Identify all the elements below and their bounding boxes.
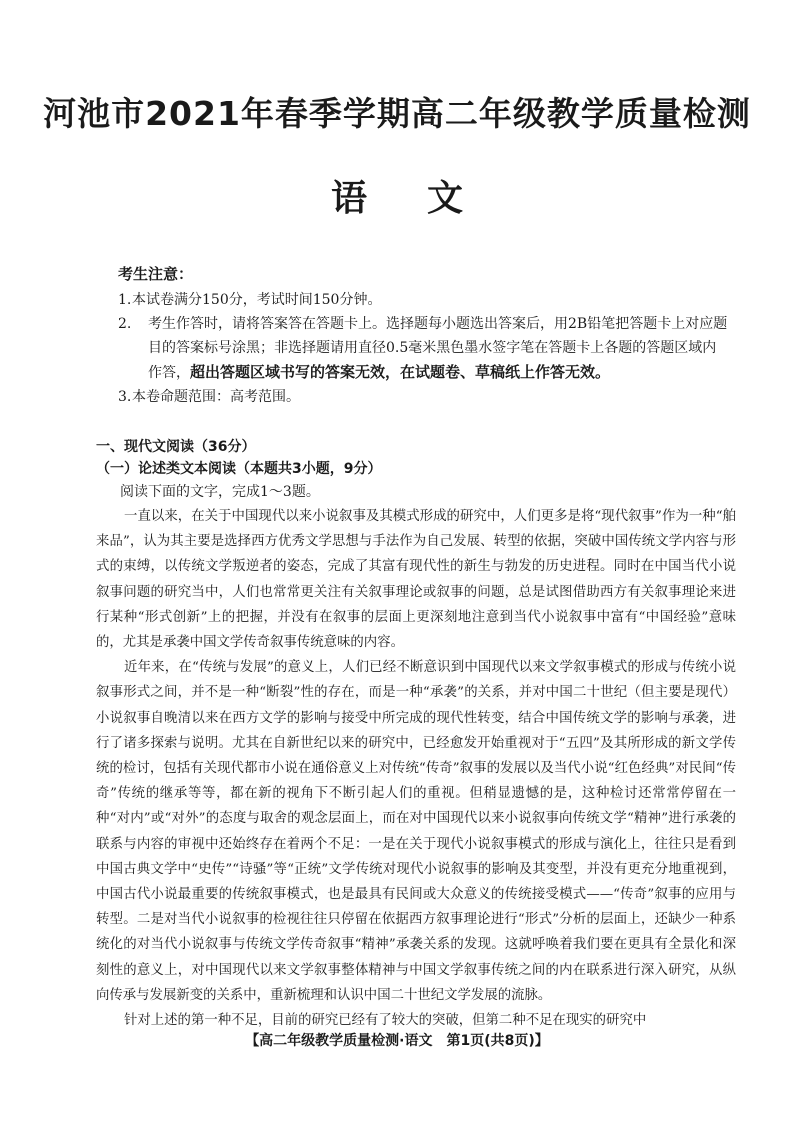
notice-item — [118, 288, 728, 312]
notice-item — [118, 312, 728, 385]
candidate-notice — [118, 262, 728, 409]
notice-item-number: 2. — [118, 316, 132, 332]
notice-item-text: 本卷命题范围：高考范围。 — [132, 389, 300, 405]
notice-item-number: 3. — [118, 389, 132, 405]
exam-title: 河池市2021年春季学期高二年级教学质量检测 — [43, 94, 751, 133]
page-footer: 【高二年级教学质量检测·语文 第1页(共8页)】 — [245, 1033, 549, 1049]
passage-paragraph: 近年来，在“传统与发展”的意义上，人们已经不断意识到中国现代以来文学叙事模式的形成与传统小说叙事形式之间，并不是一种“断裂”性的存在，而是一种“承袭”的关系，并对中国二十世纪（但主要是现代）小说叙事自晚清以来在西方文学的影响与接受中所完成的现代性转变，结合中国传统文学的影响与承袭，进行了诸多探索与说明。尤其在自新世纪以来的研究中，已经愈发开始重视对于“五四”及其所形成的新文学传统的检讨，包括有关现代都市小说在通俗意义上对传统“传奇”叙事的发展以及当代小说“红色经典”对民间“传奇”传统的继承等等，都在新的视角下不断引起人们的重视。但稍显遗憾的是，这种检讨还常常停留在一种“对内”或“对外”的态度与取舍的观念层面上，而在对中国现代以来小说叙事向传统文学“精神”进行承袭的联系与内容的审视中还始终存在着两个不足：一是在关于现代小说叙事模式的形成与演化上，往往只是看到中国古典文学中“史传”“诗骚”等“正统”文学传统对现代小说叙事的影响及其变型，并没有更充分地重视到，中国古代小说最重要的传统叙事模式，也是最具有民间或大众意义的传统接受模式——“传奇”叙事的应用与转型。二是对当代小说叙事的检视往往只停留在依据西方叙事理论进行“形式”分析的层面上，还缺少一种系统化的对当代小说叙事与传统文学传奇叙事“精神”承袭关系的发现。这就呼唤着我们要在更具有全景化和深刻性的意义上，对中国现代以来文学叙事整体精神与中国文学叙事传统之间的内在联系进行深入研究，从纵向传承与发展新变的关系中，重新梳理和认识中国二十世纪文学发展的流脉。 — [96, 660, 736, 1003]
notice-item-text: 本试卷满分150分，考试时间150分钟。 — [132, 292, 382, 308]
reading-instruction: 阅读下面的文字，完成1～3题。 — [120, 484, 320, 500]
notice-item — [118, 385, 728, 409]
notice-item-number: 1. — [118, 292, 132, 308]
subject-title: 语文 — [330, 178, 523, 219]
notice-item-emphasis: 超出答题区域书写的答案无效，在试题卷、草稿纸上作答无效。 — [190, 363, 611, 381]
section-heading: 一、现代文阅读（36分） — [96, 439, 256, 455]
passage-paragraph: 针对上述的第一种不足，目前的研究已经有了较大的突破，但第二种不足在现实的研究中 — [124, 1013, 647, 1029]
notice-title: 考生注意： — [118, 265, 194, 283]
notice-item-text: 考生作答时，请将答案答在答题卡上。选择题每小题选出答案后，用2B铅笔把答题卡上对应题目的答案标号涂黑；非选择题请用直径0.5毫米黑色墨水签字笔在答题卡上各题的答题区域内作答， — [148, 316, 728, 381]
reading-section — [96, 436, 736, 1033]
passage-paragraph: 一直以来，在关于中国现代以来小说叙事及其模式形成的研究中，人们更多是将“现代叙事”作为一种“舶来品”，认为其主要是选择西方优秀文学思想与手法作为自己发展、转型的依据，突破中国传统文学内容与形式的束缚，以传统文学叛逆者的姿态，完成了其富有现代性的新生与勃发的历史进程。同时在中国当代小说叙事问题的研究当中，人们也常常更关注有关叙事理论或叙事的问题，总是试图借助西方有关叙事理论来进行某种“形式创新”上的把握，并没有在叙事的层面上更深刻地注意到当代小说叙事中富有“中国经验”意味的，尤其是承袭中国文学传奇叙事传统意味的内容。 — [96, 509, 736, 651]
subsection-heading: （一）论述类文本阅读（本题共3小题，9分） — [96, 461, 382, 477]
